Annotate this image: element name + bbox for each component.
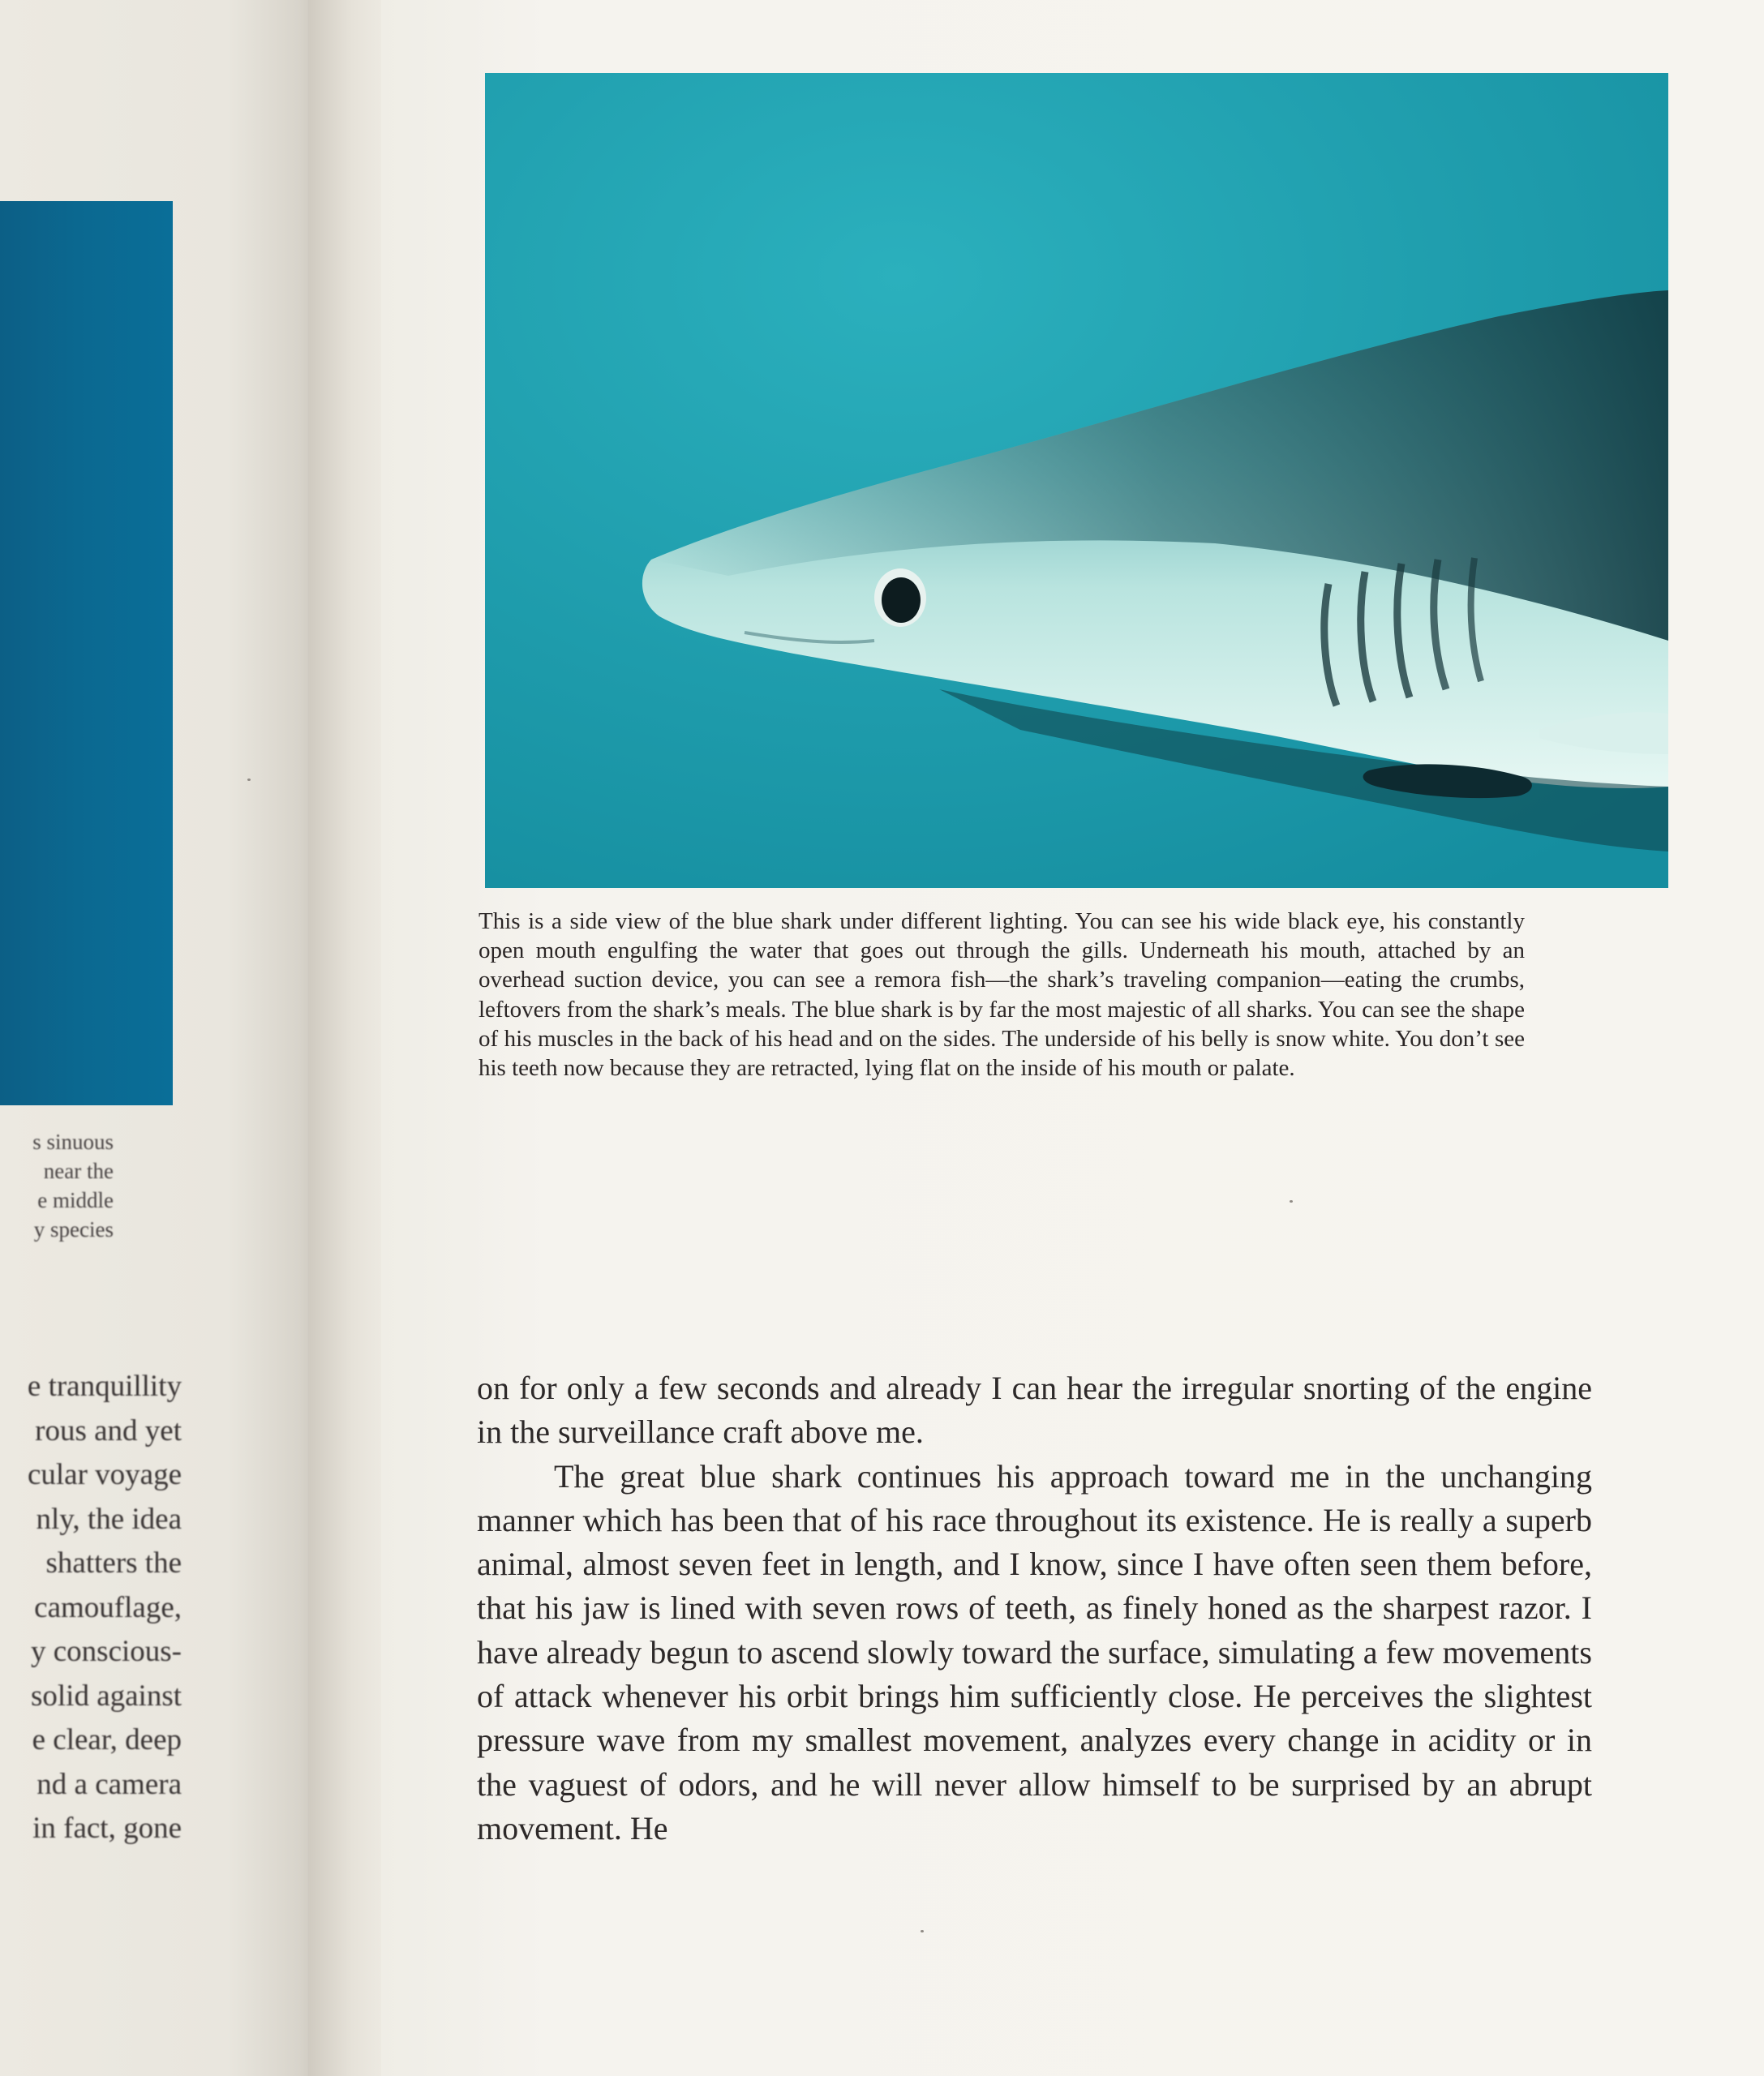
left-caption-line: near the xyxy=(43,1159,114,1183)
photo-caption xyxy=(479,907,1525,1083)
left-caption-line: y species xyxy=(33,1217,114,1242)
left-body-line: camouflage, xyxy=(34,1590,182,1624)
left-caption xyxy=(0,1127,114,1244)
left-caption-line: e middle xyxy=(37,1188,114,1212)
left-caption-line: s sinuous xyxy=(32,1130,114,1154)
shark-photo xyxy=(485,73,1668,888)
left-body-line: y conscious- xyxy=(31,1635,182,1668)
body-text xyxy=(477,1366,1592,1851)
shark-illustration xyxy=(485,73,1668,888)
left-body-line: cular voyage xyxy=(27,1458,182,1491)
body-paragraph-1: on for only a few seconds and already I can hear the irregular snorting of the engine in the surveillance craft above me. xyxy=(477,1370,1592,1451)
left-body-line: in fact, gone xyxy=(32,1812,182,1845)
left-body-line: e tranquillity xyxy=(27,1370,182,1403)
left-body-line: e clear, deep xyxy=(32,1723,182,1756)
left-body-line: rous and yet xyxy=(35,1413,182,1448)
left-body-line: shatters the xyxy=(45,1546,182,1580)
left-body-line: nd a camera xyxy=(36,1767,182,1801)
paper-speck xyxy=(247,778,251,781)
left-body-line: nly, the idea xyxy=(36,1502,182,1536)
body-paragraph-2: The great blue shark continues his approach toward me in the unchanging manner which has been that of his race throughout its existence. He is really a superb animal, almost seven feet in length, and I know, since I have often seen them before, that his jaw is lined with seven rows of teeth, as finely honed as the sharpest razor. I have already begun to ascend slowly toward the surface, simulating a few movements of attack whenever his orbit brings him sufficiently close. He perceives the slightest pressure wave from my smallest movement, analyzes every change in acidity or in the vaguest of odors, and he will never allow himself to be surprised by an abrupt movement. He xyxy=(477,1457,1592,1847)
left-body-line: solid against xyxy=(30,1679,182,1713)
left-body-text xyxy=(0,1365,182,1851)
left-page xyxy=(0,0,324,2076)
paper-speck xyxy=(1290,1200,1293,1203)
caption-text: This is a side view of the blue shark under different lighting. You can see his wide black eye, his constantly open mouth engulfing the water that goes out through the gills. Underneath his mouth, attached by an overhead suction device, you can see a remora fish—the shark’s traveling companion—eating the crumbs, leftovers from the shark’s meals. The blue shark is by far the most majestic of all sharks. You can see the shape of his muscles in the back of his head and on the sides. The underside of his belly is snow white. You don’t see his teeth now because they are retracted, lying flat on the inside of his mouth or palate. xyxy=(479,908,1525,1082)
paper-speck xyxy=(921,1930,924,1932)
left-photo-plate xyxy=(0,201,173,1105)
